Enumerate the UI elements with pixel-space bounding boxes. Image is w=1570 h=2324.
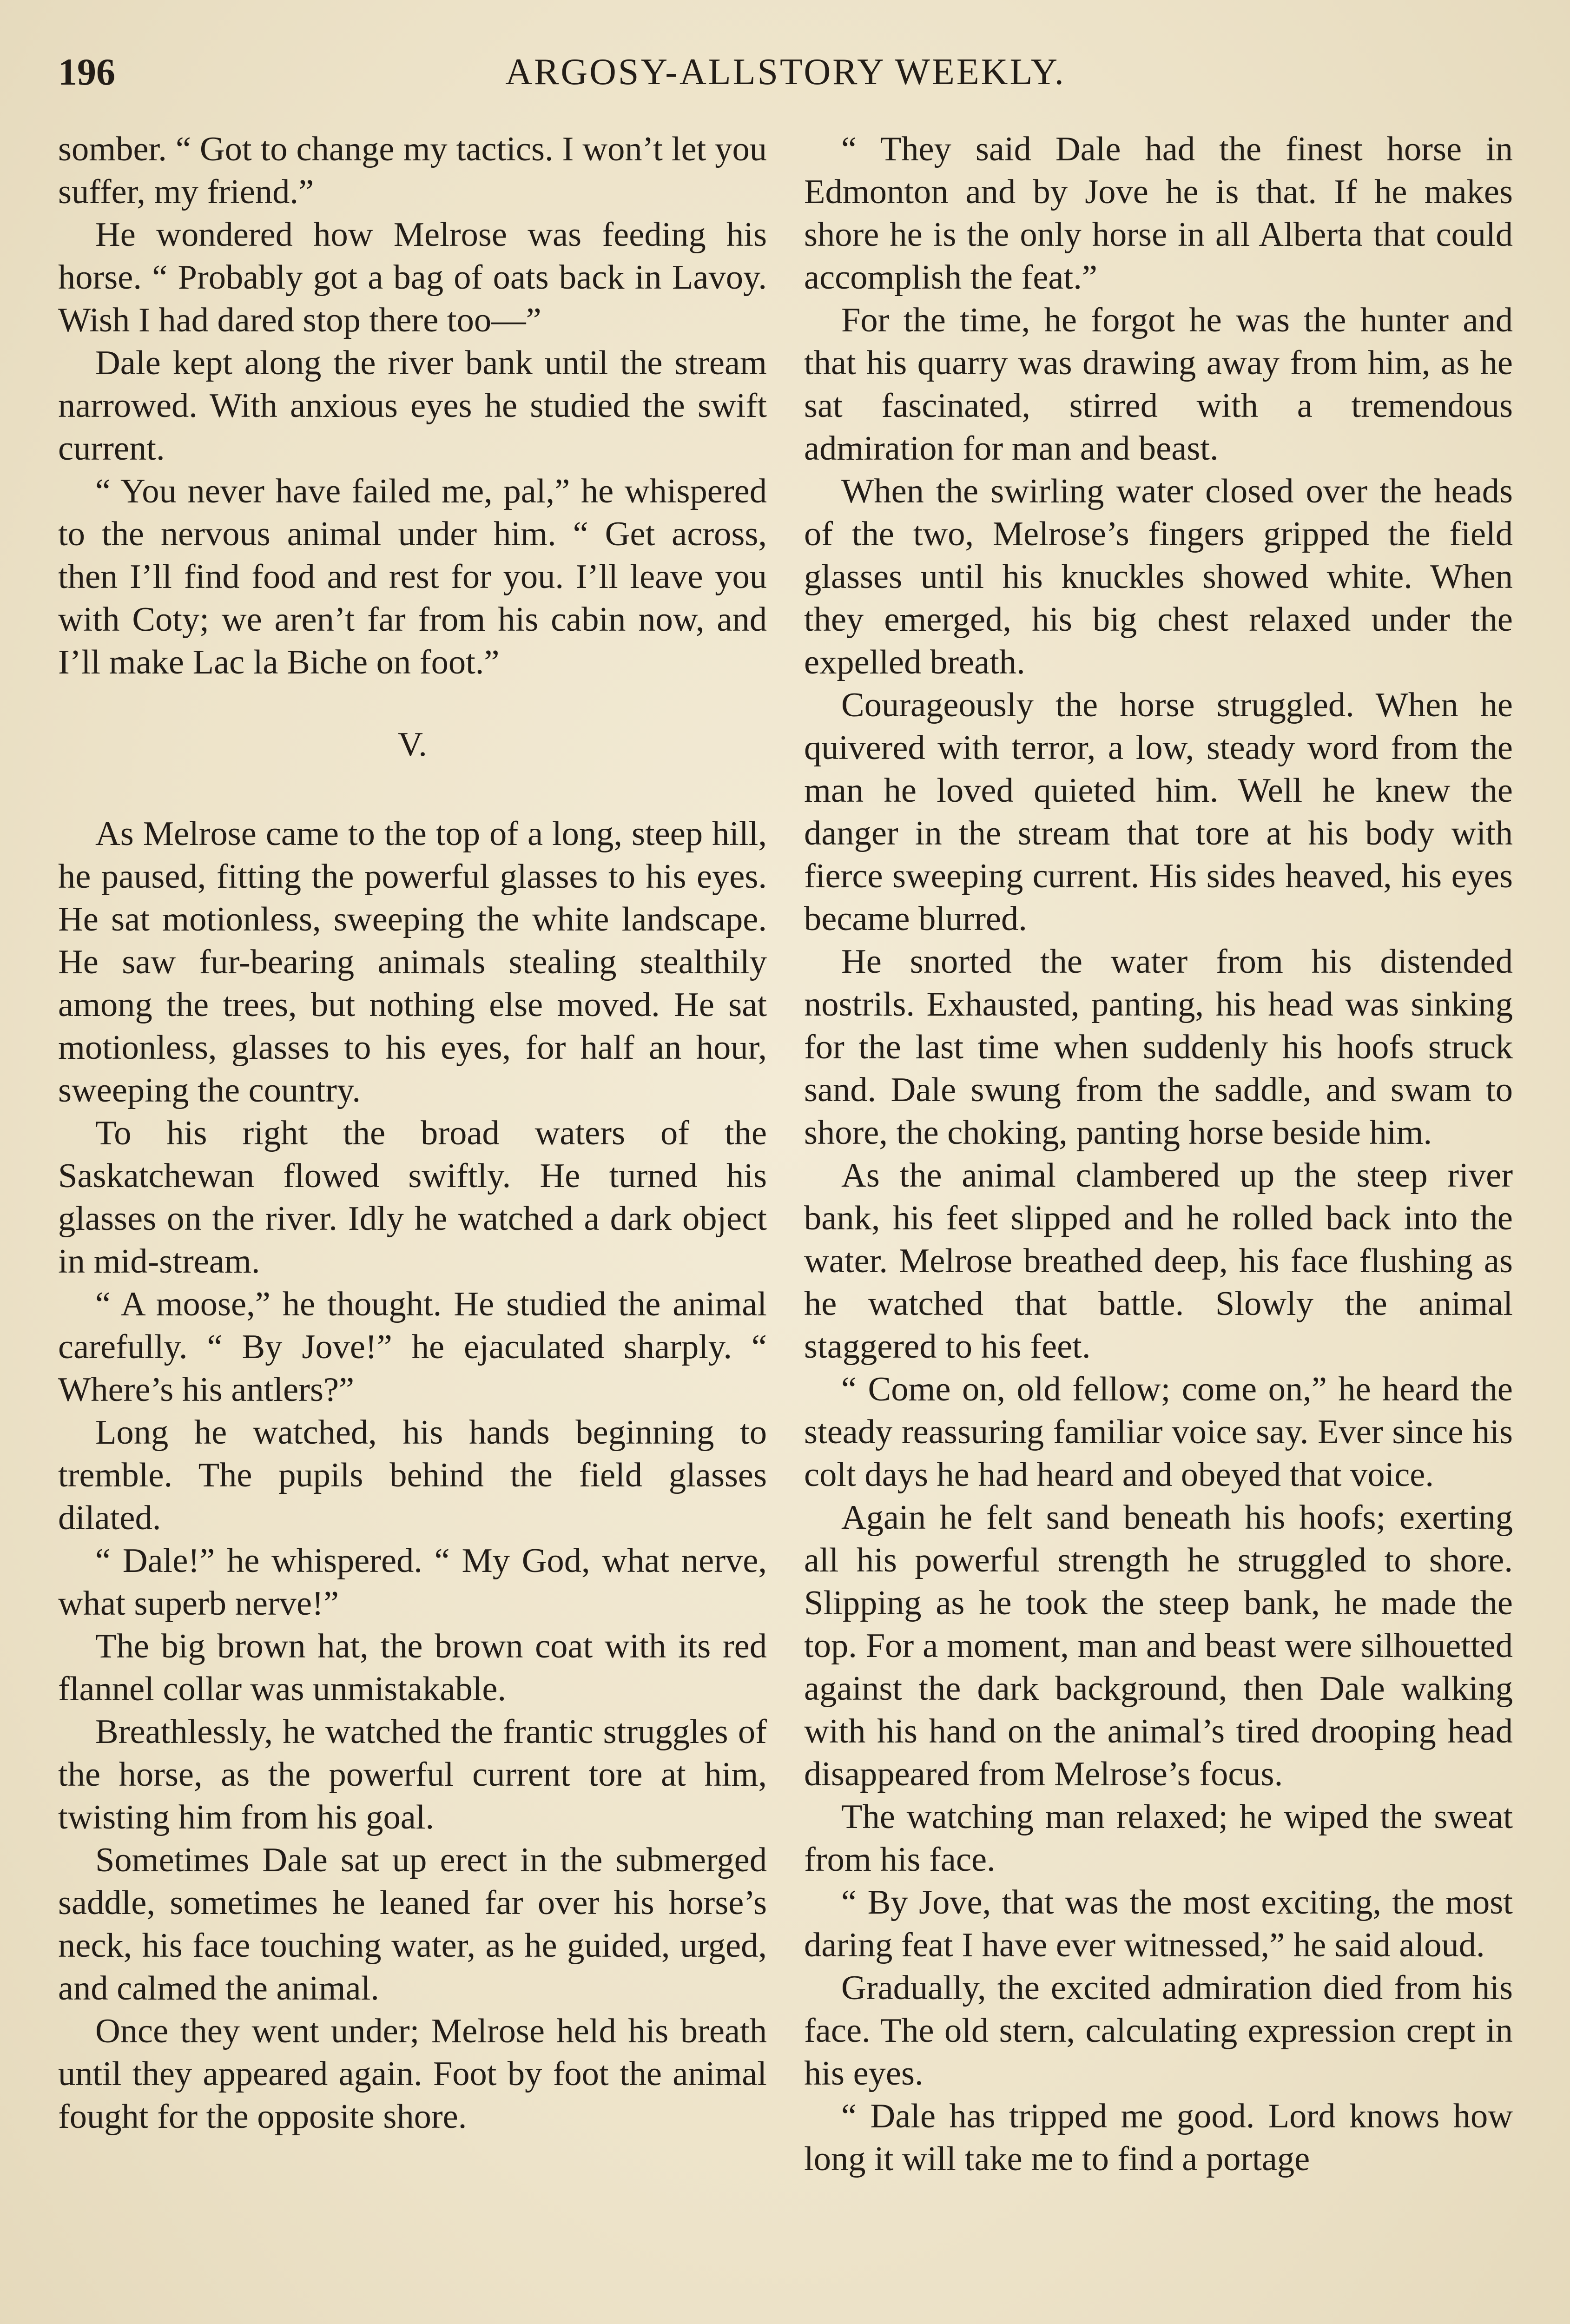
paragraph: Sometimes Dale sat up erect in the submerged saddle, sometimes he leaned far over his horse’s neck, his face touching water, as he guided, urged, and calmed the animal. xyxy=(58,1841,767,2007)
page-number: 196 xyxy=(58,51,115,93)
paragraph: “ They said Dale had the finest horse in Edmonton and by Jove he is that. If he makes shore he is the only horse in all Alberta that could accomplish the feat.” xyxy=(804,130,1513,297)
paragraph: The big brown hat, the brown coat with its red flannel collar was unmistakable. xyxy=(58,1627,767,1708)
left-column xyxy=(58,128,767,2138)
paragraph: “ Come on, old fellow; come on,” he heard the steady reassuring familiar voice say. Ever since his colt days he had heard and obeyed that voice. xyxy=(804,1370,1513,1494)
paragraph: Courageously the horse struggled. When he quivered with terror, a low, steady word from the man he loved quieted him. Well he knew the danger in the stream that tore at his body with fierce sweeping current. His sides heaved, his eyes became blurred. xyxy=(804,686,1513,938)
right-column xyxy=(804,128,1513,2180)
paragraph: Dale kept along the river bank until the stream narrowed. With anxious eyes he studied the swift current. xyxy=(58,344,767,468)
paragraph: For the time, he forgot he was the hunter and that his quarry was drawing away from him, as he sat fascinated, stirred with a tremendous admiration for man and beast. xyxy=(804,301,1513,468)
paragraph: Long he watched, his hands beginning to tremble. The pupils behind the field glasses dilated. xyxy=(58,1413,767,1537)
paragraph: Breathlessly, he watched the frantic struggles of the horse, as the powerful current tore at him, twisting him from his goal. xyxy=(58,1713,767,1836)
chapter-heading: V. xyxy=(398,726,427,764)
paragraph: “ A moose,” he thought. He studied the animal carefully. “ By Jove!” he ejaculated sharply. “ Where’s his antlers?” xyxy=(58,1285,767,1409)
paragraph: As Melrose came to the top of a long, steep hill, he paused, fitting the powerful glasses to his eyes. He sat motionless, sweeping the white landscape. He saw fur-bearing animals stealing stealthily among the trees, but nothing else moved. He sat motionless, glasses to his eyes, for half an hour, sweeping the country. xyxy=(58,815,767,1109)
paragraph: “ By Jove, that was the most exciting, the most daring feat I have ever witnessed,” he said aloud. xyxy=(804,1883,1513,1964)
paragraph: Again he felt sand beneath his hoofs; exerting all his powerful strength he struggled to shore. Slipping as he took the steep bank, he made the top. For a moment, man and beast were silhouetted against the dark background, then Dale walking with his hand on the animal’s tired drooping head disappeared from Melrose’s focus. xyxy=(804,1499,1513,1793)
running-head: ARGOSY-ALLSTORY WEEKLY. xyxy=(505,52,1066,92)
paragraph: As the animal clambered up the steep river bank, his feet slipped and he rolled back into the water. Melrose breathed deep, his face flushing as he watched that battle. Slowly the animal staggered to his feet. xyxy=(804,1156,1513,1366)
paragraph: When the swirling water closed over the heads of the two, Melrose’s fingers gripped the field glasses until his knuckles showed white. When they emerged, his big chest relaxed under the expelled breath. xyxy=(804,472,1513,681)
paragraph: “ You never have failed me, pal,” he whispered to the nervous animal under him. “ Get across, then I’ll find food and rest for you. I’ll leave you with Coty; we aren’t far from his cabin now, and I’ll make Lac la Biche on foot.” xyxy=(58,472,767,681)
paragraph: The watching man relaxed; he wiped the sweat from his face. xyxy=(804,1798,1513,1879)
page-header xyxy=(58,46,1513,98)
paragraph: somber. “ Got to change my tactics. I won’t let you suffer, my friend.” xyxy=(58,130,767,211)
paragraph: He wondered how Melrose was feeding his horse. “ Probably got a bag of oats back in Lavoy. Wish I had dared stop there too—” xyxy=(58,216,767,339)
paragraph: To his right the broad waters of the Saskatchewan flowed swiftly. He turned his glasses on the river. Idly he watched a dark object in mid-stream. xyxy=(58,1114,767,1281)
paragraph: Once they went under; Melrose held his breath until they appeared again. Foot by foot the animal fought for the opposite shore. xyxy=(58,2012,767,2136)
paragraph: He snorted the water from his distended nostrils. Exhausted, panting, his head was sinking for the last time when suddenly his hoofs struck sand. Dale swung from the saddle, and swam to shore, the choking, panting horse beside him. xyxy=(804,943,1513,1152)
paragraph: “ Dale has tripped me good. Lord knows how long it will take me to find a portage xyxy=(804,2097,1513,2178)
paragraph: Gradually, the excited admiration died from his face. The old stern, calculating expression crept in his eyes. xyxy=(804,1969,1513,2093)
paragraph: “ Dale!” he whispered. “ My God, what nerve, what superb nerve!” xyxy=(58,1542,767,1623)
